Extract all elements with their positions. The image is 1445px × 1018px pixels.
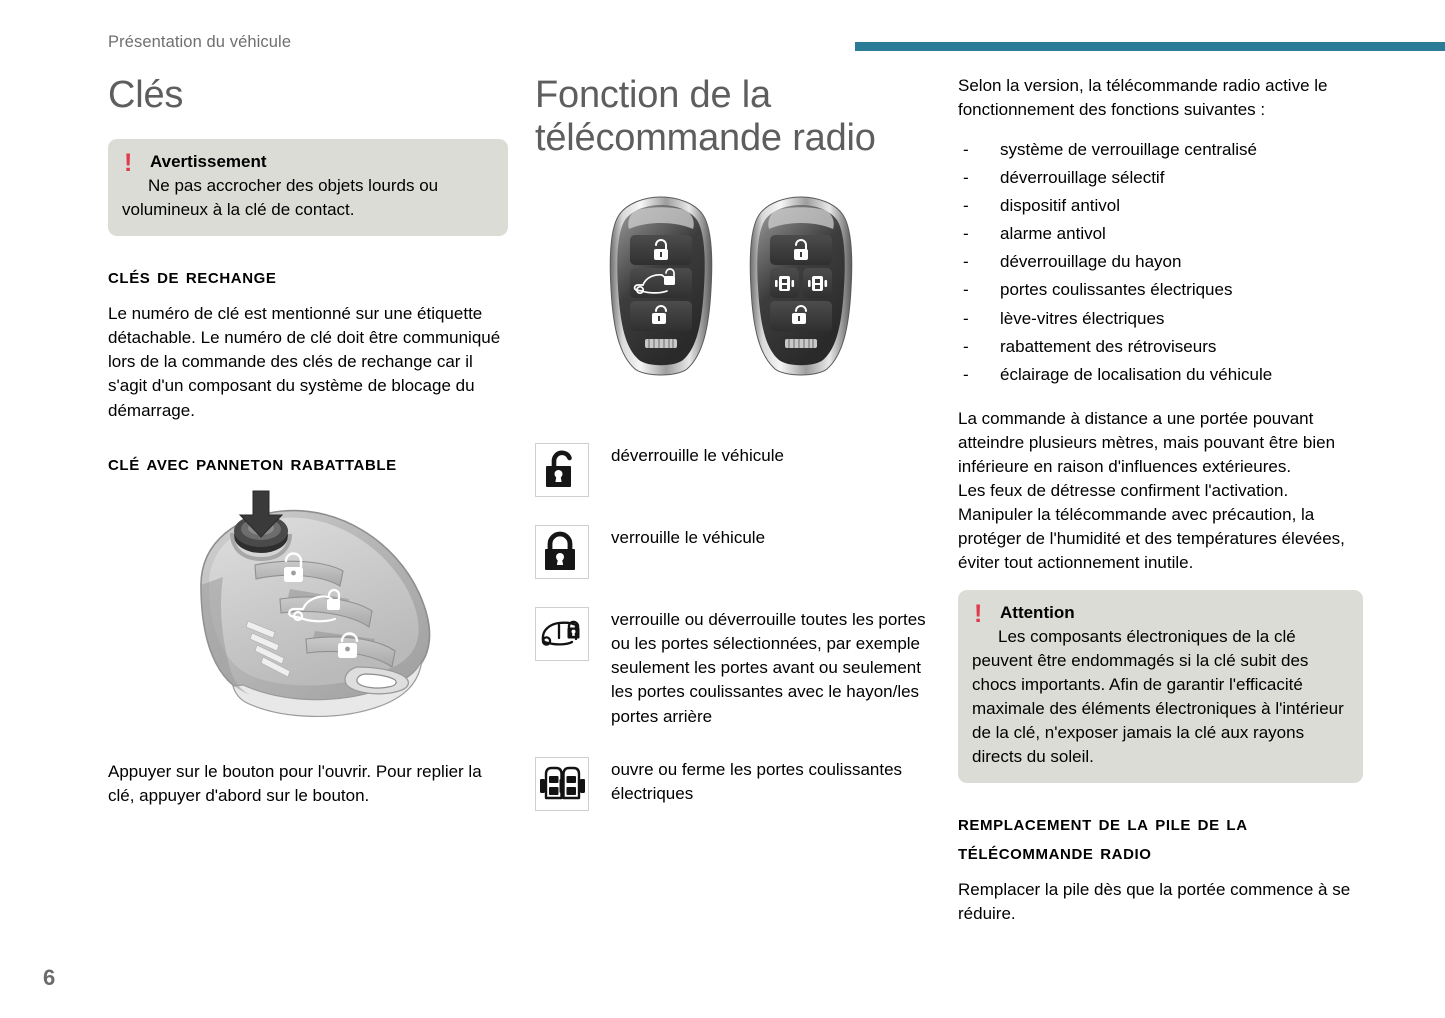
- handling-paragraph: Les feux de détresse confirment l'activation. Manipuler la télécommande avec précaution, la protéger de l'humidité et des températures élevées, éviter tout actionnement inutile.: [958, 481, 1345, 573]
- list-dash: -: [963, 252, 969, 272]
- folding-key-caption: Appuyer sur le bouton pour l'ouvrir. Pour replier la clé, appuyer d'abord sur le bouton.: [108, 761, 482, 805]
- heading-remplacement-pile: remplacement de la pile de la télécommande radio: [958, 810, 1248, 864]
- list-item: [958, 361, 1363, 389]
- features-list: [958, 136, 1363, 388]
- list-item-label: éclairage de localisation du véhicule: [1000, 364, 1273, 384]
- list-dash: -: [963, 280, 969, 300]
- caution-title: Attention: [1000, 602, 1075, 622]
- column-left: [108, 74, 508, 822]
- list-item-label: rabattement des rétroviseurs: [1000, 336, 1217, 356]
- list-dash: -: [963, 224, 969, 244]
- list-item: [958, 248, 1363, 276]
- sliding-doors-icon: [535, 757, 589, 811]
- legend-text: ouvre ou ferme les portes coulissantes électriques: [611, 759, 903, 803]
- warning-callout: [108, 139, 508, 236]
- list-item: [958, 220, 1363, 248]
- paragraph-cles-de-rechange: Le numéro de clé est mentionné sur une étiquette détachable. Le numéro de clé doit être communiqué lors de la commande des clés de rechange car il s'agit d'un composant du système de blocage du démarrage.: [108, 304, 501, 420]
- range-paragraph: La commande à distance a une portée pouvant atteindre plusieurs mètres, mais pouvant être bien inférieure en raison d'influences extérieures.: [958, 408, 1336, 476]
- list-item: [958, 164, 1363, 192]
- legend-row: [535, 443, 935, 497]
- intro-paragraph: Selon la version, la télécommande radio active le fonctionnement des fonctions suivantes :: [958, 76, 1328, 120]
- car-lock-icon: [535, 607, 589, 661]
- page-number: 6: [43, 965, 56, 990]
- list-item: [958, 333, 1363, 361]
- legend-row: [535, 525, 935, 579]
- list-item-label: portes coulissantes électriques: [1000, 280, 1233, 300]
- caution-exclamation-icon: !: [974, 599, 983, 628]
- warning-text: Ne pas accrocher des objets lourds ou volumineux à la clé de contact.: [122, 175, 439, 219]
- column-middle: [535, 74, 935, 839]
- list-dash: -: [963, 336, 969, 356]
- paragraph-remplacement-pile: Remplacer la pile dès que la portée commence à se réduire.: [958, 879, 1351, 923]
- legend-text: verrouille ou déverrouille toutes les portes ou les portes sélectionnées, par exemple seulement les portes avant ou seulement les portes coulissantes avec le hayon/les portes arrière: [611, 610, 926, 726]
- list-item-label: lève-vitres électriques: [1000, 308, 1165, 328]
- legend-row: [535, 757, 935, 811]
- page-title: Clés: [108, 74, 184, 116]
- legend-row: [535, 607, 935, 729]
- remote-button-legend: [535, 443, 935, 811]
- remote-key-fobs-photo: [605, 193, 865, 383]
- list-item: [958, 305, 1363, 333]
- warning-title: Avertissement: [150, 151, 267, 171]
- running-head: Présentation du véhicule: [108, 33, 292, 51]
- remote-key-fobs-figure: [535, 193, 935, 383]
- caution-callout: [958, 590, 1363, 784]
- header-accent-rule: [855, 42, 1445, 51]
- list-item-label: déverrouillage du hayon: [1000, 252, 1182, 272]
- list-dash: -: [963, 168, 969, 188]
- list-item-label: dispositif antivol: [1000, 196, 1121, 216]
- folding-key-figure: [108, 489, 508, 744]
- list-item: [958, 192, 1363, 220]
- section-title-remote-function: Fonction de la télécommande radio: [535, 74, 876, 159]
- caution-text: Les composants électroniques de la clé peuvent être endommagés si la clé subit des chocs importants. Afin de garantir l'efficacité maximale des éléments électroniques à l'intérieur de la clé, n'exposer jamais la clé aux rayons directs du soleil.: [972, 626, 1344, 767]
- heading-cles-de-rechange: clés de rechange: [108, 262, 277, 288]
- list-item: [958, 136, 1363, 164]
- heading-cle-avec-panneton-rabattable: clé avec panneton rabattable: [108, 449, 397, 475]
- list-dash: -: [963, 140, 969, 160]
- list-item-label: alarme antivol: [1000, 224, 1106, 244]
- list-item-label: déverrouillage sélectif: [1000, 168, 1165, 188]
- list-dash: -: [963, 364, 969, 384]
- padlock-open-icon: [535, 443, 589, 497]
- list-dash: -: [963, 308, 969, 328]
- list-item: [958, 276, 1363, 304]
- legend-text: déverrouille le véhicule: [611, 446, 784, 466]
- column-right: [958, 74, 1363, 940]
- warning-exclamation-icon: !: [124, 148, 133, 177]
- padlock-closed-icon: [535, 525, 589, 579]
- legend-text: verrouille le véhicule: [611, 528, 766, 548]
- list-dash: -: [963, 196, 969, 216]
- folding-key-illustration: [143, 489, 473, 744]
- list-item-label: système de verrouillage centralisé: [1000, 140, 1258, 160]
